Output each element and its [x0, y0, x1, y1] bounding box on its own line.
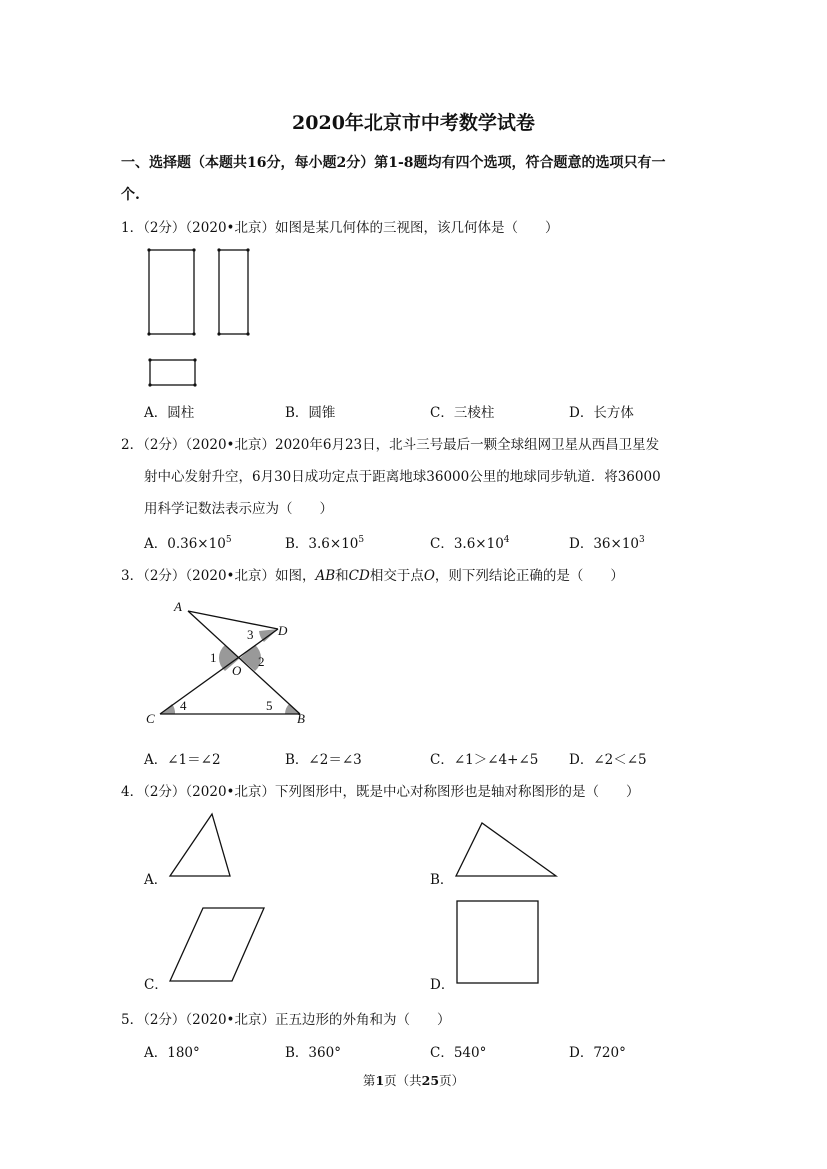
section-heading-line2: 个.: [121, 187, 140, 203]
q4-option-c[interactable]: C．: [144, 977, 168, 993]
question-2-line1: 2．（2分）（2020•北京）2020年6月23日，北斗三号最后一颗全球组网卫星从西昌卫星发: [121, 437, 660, 453]
question-1-stem: 1．（2分）（2020•北京）如图是某几何体的三视图，该几何体是（ ）: [121, 220, 559, 236]
section-heading-line1: 一、选择题（本题共16分，每小题2分）第1-8题均有四个选项，符合题意的选项只有一: [121, 155, 666, 171]
page-title: 2020年北京市中考数学试卷: [292, 112, 535, 134]
q4-option-a[interactable]: A．: [144, 872, 168, 888]
q3-option-d[interactable]: D．∠2＜∠5: [569, 752, 647, 768]
q4-a-acute-triangle: [168, 810, 238, 880]
segment-cd: [160, 629, 278, 714]
q4-d-square: [454, 898, 544, 988]
angle-2-label: 2: [258, 654, 265, 669]
q3-option-b[interactable]: B．∠2＝∠3: [285, 752, 362, 768]
q1-three-view-figure: [140, 240, 270, 390]
side-view-rect: [219, 250, 248, 334]
q2-option-d[interactable]: D．$36\times 10^3$: [569, 535, 645, 552]
q4-c-parallelogram: [168, 905, 268, 985]
q2-option-a[interactable]: A．$0.36\times 10^5$: [144, 535, 232, 552]
angle-1-label: 1: [210, 650, 217, 665]
q5-option-b[interactable]: B．360°: [285, 1045, 341, 1061]
angle-5-label: 5: [266, 698, 273, 713]
page-footer: 第1页（共25页）: [362, 1073, 465, 1088]
q1-option-a[interactable]: A．圆柱: [144, 405, 195, 421]
q3-intersecting-lines-figure: [140, 595, 340, 735]
angle-3-label: 3: [247, 627, 254, 642]
current-page-number: 1: [375, 1073, 385, 1088]
q4-b-obtuse-triangle: [454, 820, 559, 880]
point-c-label: C: [146, 711, 155, 726]
q1-option-c[interactable]: C．三棱柱: [430, 405, 495, 421]
question-5-stem: 5．（2分）（2020•北京）正五边形的外角和为（ ）: [121, 1012, 451, 1028]
question-4-stem: 4．（2分）（2020•北京）下列图形中，既是中心对称图形也是轴对称图形的是（ ）: [121, 784, 640, 800]
q1-option-d[interactable]: D．长方体: [569, 405, 634, 421]
question-2-line3: 用科学记数法表示应为（ ）: [144, 501, 333, 517]
total-pages: 25: [421, 1073, 440, 1088]
q4-option-b[interactable]: B．: [430, 872, 454, 888]
q1-option-b[interactable]: B．圆锥: [285, 405, 336, 421]
q5-option-a[interactable]: A．180°: [144, 1045, 200, 1061]
q4-option-d[interactable]: D．: [430, 977, 455, 993]
q2-option-b[interactable]: B．$3.6\times 10^5$: [285, 535, 365, 552]
point-a-label: A: [174, 599, 182, 614]
segment-ad: [188, 611, 278, 629]
top-view-rect: [150, 360, 195, 385]
q3-option-c[interactable]: C．∠1＞∠4+∠5: [430, 752, 539, 768]
q5-option-c[interactable]: C．540°: [430, 1045, 487, 1061]
question-3-stem: 3．（2分）（2020•北京）如图，AB和CD相交于点O，则下列结论正确的是（ ）: [121, 568, 624, 584]
q2-option-c[interactable]: C．$3.6\times 10^4$: [430, 535, 510, 552]
q3-option-a[interactable]: A．∠1＝∠2: [144, 752, 221, 768]
angle-4-label: 4: [180, 698, 187, 713]
question-2-line2: 射中心发射升空，6月30日成功定点于距离地球36000公里的地球同步轨道．将36000: [144, 469, 661, 485]
point-d-label: D: [278, 623, 288, 638]
front-view-rect: [149, 250, 194, 334]
point-b-label: B: [297, 711, 305, 726]
point-o-label: O: [232, 663, 242, 678]
q5-option-d[interactable]: D．720°: [569, 1045, 626, 1061]
